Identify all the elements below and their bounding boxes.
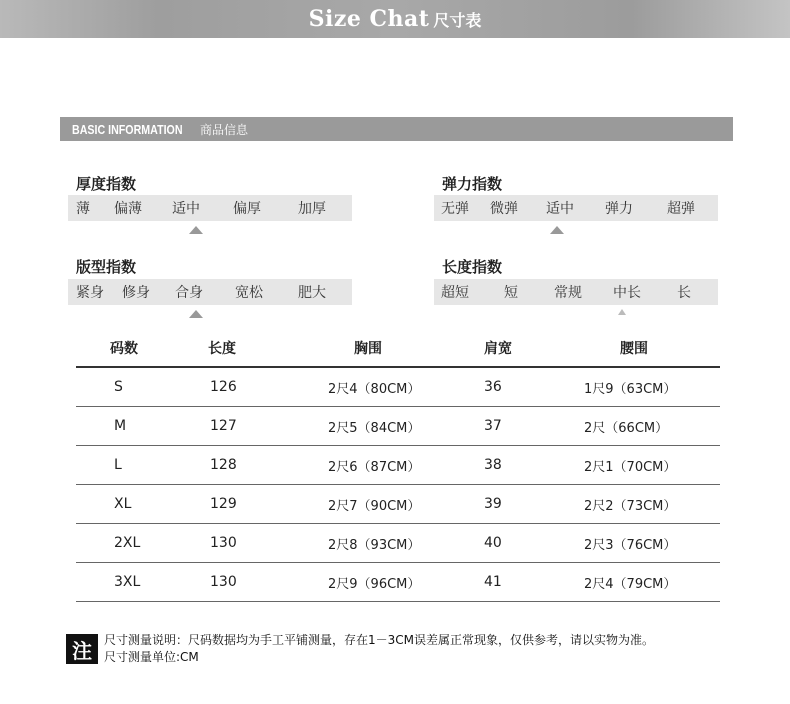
cell-shoulder: 36	[484, 379, 502, 395]
cell-size: 2XL	[114, 535, 141, 551]
basic-information-bar	[60, 117, 733, 141]
thickness-option: 薄	[76, 201, 90, 217]
length-selected-marker	[618, 309, 626, 315]
note-line-2: 尺寸测量单位:CM	[104, 650, 199, 664]
table-row	[76, 368, 720, 407]
elasticity-selected-marker	[550, 226, 564, 234]
cell-shoulder: 38	[484, 457, 502, 473]
info-bar-english: BASIC INFORMATION	[72, 121, 183, 137]
header-waist: 腰围	[620, 341, 648, 357]
cell-chest: 2尺6（87CM）	[328, 459, 421, 475]
thickness-option: 偏薄	[114, 201, 142, 217]
cell-size: S	[114, 379, 123, 395]
header-size: 码数	[110, 341, 138, 357]
cell-waist: 2尺（66CM）	[584, 420, 669, 436]
cell-length: 130	[210, 535, 237, 551]
length-option: 超短	[441, 285, 469, 301]
cell-size: M	[114, 418, 127, 434]
cell-length: 126	[210, 379, 237, 395]
cell-waist: 1尺9（63CM）	[584, 381, 677, 397]
size-table	[76, 330, 720, 602]
cell-waist: 2尺4（79CM）	[584, 576, 677, 592]
header-chest: 胸围	[354, 341, 382, 357]
thickness-option: 加厚	[298, 201, 326, 217]
cell-size: 3XL	[114, 574, 141, 590]
elasticity-option: 无弹	[441, 201, 469, 217]
length-option: 常规	[554, 285, 582, 301]
cell-chest: 2尺4（80CM）	[328, 381, 421, 397]
cell-size: XL	[114, 496, 132, 512]
cell-shoulder: 41	[484, 574, 502, 590]
banner-title: Size Chat	[308, 6, 430, 32]
thickness-option: 适中	[172, 201, 200, 217]
cell-size: L	[114, 457, 122, 473]
fit-scale	[68, 279, 352, 305]
thickness-scale	[68, 195, 352, 221]
fit-index-title: 版型指数	[76, 258, 137, 276]
fit-option: 紧身	[76, 285, 104, 301]
elasticity-option: 微弹	[490, 201, 518, 217]
cell-chest: 2尺7（90CM）	[328, 498, 421, 514]
length-option: 短	[504, 285, 518, 301]
thickness-option: 偏厚	[233, 201, 261, 217]
table-row	[76, 407, 720, 446]
cell-waist: 2尺3（76CM）	[584, 537, 677, 553]
elasticity-index-title: 弹力指数	[442, 175, 503, 193]
size-chart-banner	[0, 0, 790, 38]
header-shoulder: 肩宽	[484, 341, 512, 357]
cell-shoulder: 40	[484, 535, 502, 551]
fit-selected-marker	[189, 310, 203, 318]
fit-option: 宽松	[235, 285, 263, 301]
elasticity-option: 弹力	[605, 201, 633, 217]
fit-option: 肥大	[298, 285, 326, 301]
cell-shoulder: 39	[484, 496, 502, 512]
table-row	[76, 563, 720, 602]
table-row	[76, 485, 720, 524]
cell-chest: 2尺5（84CM）	[328, 420, 421, 436]
cell-length: 130	[210, 574, 237, 590]
note-text	[104, 632, 654, 666]
elasticity-option: 适中	[546, 201, 574, 217]
cell-waist: 2尺2（73CM）	[584, 498, 677, 514]
length-index-title: 长度指数	[442, 258, 503, 276]
table-header	[76, 330, 720, 368]
cell-length: 129	[210, 496, 237, 512]
cell-length: 128	[210, 457, 237, 473]
note-line-1: 尺寸测量说明：尺码数据均为手工平铺测量，存在1－3CM误差属正常现象，仅供参考，请以实物为准。	[104, 633, 655, 647]
cell-chest: 2尺9（96CM）	[328, 576, 421, 592]
cell-shoulder: 37	[484, 418, 502, 434]
cell-length: 127	[210, 418, 237, 434]
cell-chest: 2尺8（93CM）	[328, 537, 421, 553]
elasticity-option: 超弹	[667, 201, 695, 217]
length-scale	[434, 279, 718, 305]
header-length: 长度	[208, 341, 236, 357]
info-bar-chinese: 商品信息	[200, 122, 249, 137]
measurement-note	[66, 632, 654, 666]
length-option: 长	[677, 285, 691, 301]
elasticity-scale	[434, 195, 718, 221]
fit-option: 合身	[175, 285, 203, 301]
thickness-selected-marker	[189, 226, 203, 234]
note-badge: 注	[66, 634, 98, 664]
banner-subtitle: 尺寸表	[433, 10, 482, 30]
table-row	[76, 524, 720, 563]
table-row	[76, 446, 720, 485]
length-option: 中长	[613, 285, 641, 301]
fit-option: 修身	[122, 285, 150, 301]
cell-waist: 2尺1（70CM）	[584, 459, 677, 475]
thickness-index-title: 厚度指数	[76, 175, 137, 193]
